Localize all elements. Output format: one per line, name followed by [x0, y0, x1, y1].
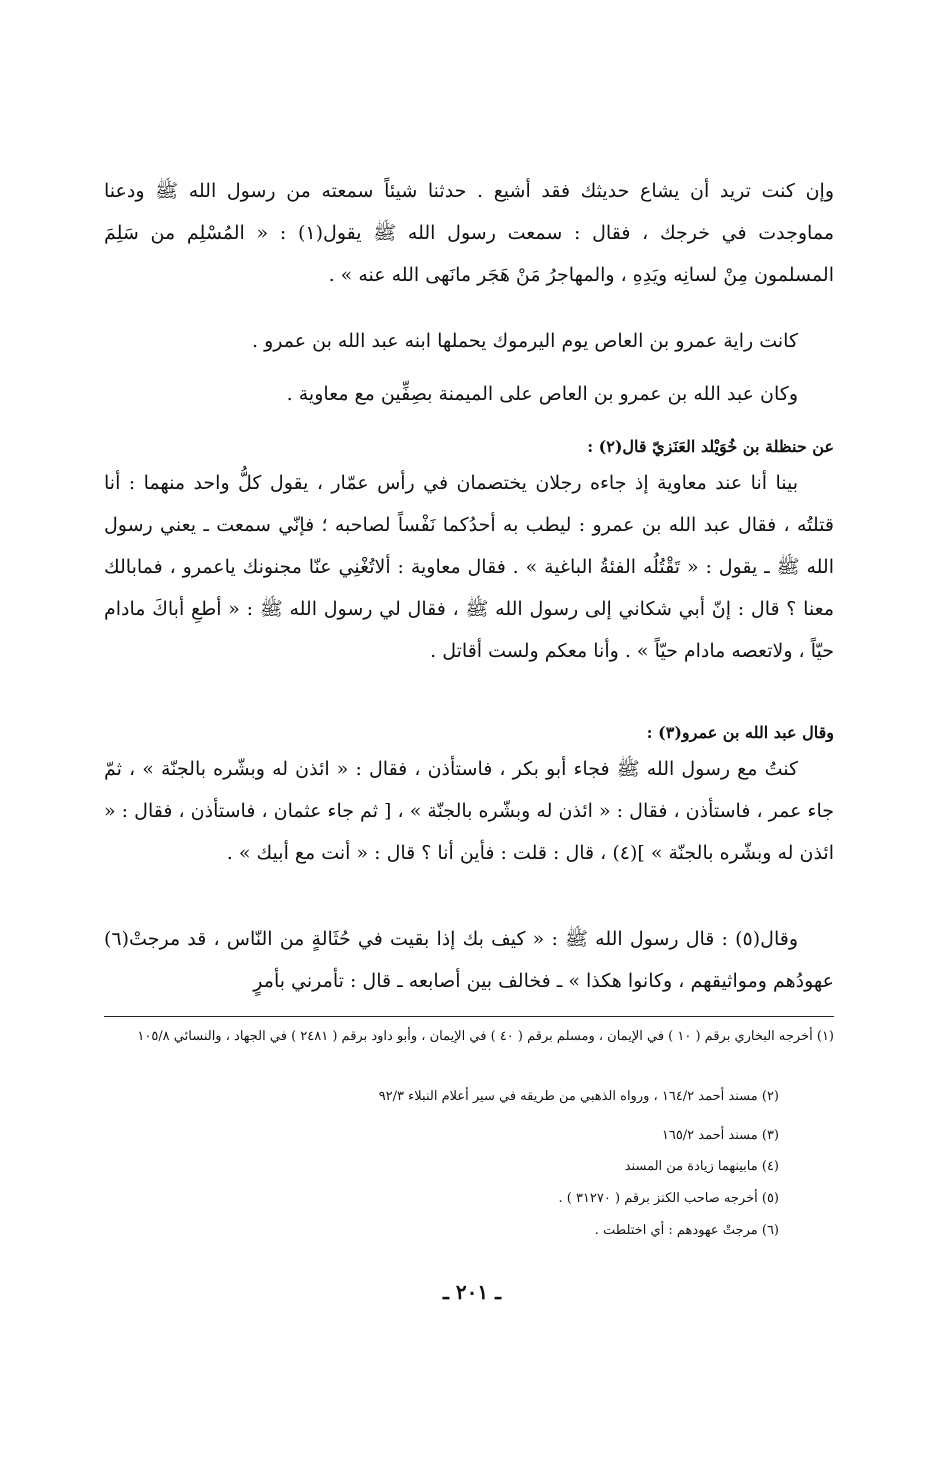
- section-heading-hanzala: عن حنظلة بن خُوَيْلد العَنَزيّ قال(٢) :: [587, 437, 834, 456]
- paragraph-ammar: بينا أنا عند معاوية إذ جاءه رجلان يختصمان في رأس عمّار ، يقول كلُّ واحد منهما : أنا قتلتُه ، فقال عبد الله بن عمرو : ليطب به أحدُكما نَفْساً لصاحبه ؛ فإنّي سمعت ـ يعني رسول الله ﷺ ـ يقول : « تَقْتُلُه الفئةُ الباغية » . فقال معاوية : ألاتُغْنِي عنّا مجنونك ياعمرو ، فمابالك معنا ؟ قال : إنّ أبي شكاني إلى رسول الله ﷺ ، فقال لي رسول الله ﷺ : « أطعِ أباكَ مادام حيّاً ، ولاتعصه مادام حيّاً » . وأنا معكم ولست أقاتل .: [104, 472, 834, 662]
- footnote-4: (٤) مابينهما زيادة من المسند: [624, 1159, 779, 1174]
- paragraph-yarmouk-banner: كانت راية عمرو بن العاص يوم اليرموك يحملها ابنه عبد الله بن عمرو .: [252, 330, 798, 352]
- paragraph-glad-tidings: كنتُ مع رسول الله ﷺ فجاء أبو بكر ، فاستأذن ، فقال : « ائذن له وبشّره بالجنّة » ، ثمّ جاء عمر ، فاستأذن ، فقال : « ائذن له وبشّره بالجنّة » ، [ ثم جاء عثمان ، فاستأذن ، فقال : « ائذن له وبشّره بالجنّة » ](٤) ، قال : قلت : فأين أنا ؟ قال : « أنت مع أبيك » .: [104, 758, 834, 864]
- paragraph-opening: وإن كنت تريد أن يشاع حديثك فقد أشيع . حدثنا شيئاً سمعته من رسول الله ﷺ ودعنا مماوجدت في خرجك ، فقال : سمعت رسول الله ﷺ يقول(١) : « المُسْلِم من سَلِمَ المسلمون مِنْ لسانِه ويَدِهِ ، والمهاجرُ مَنْ هَجَر مانَهى الله عنه » .: [104, 180, 834, 286]
- paragraph-hutala: وقال(٥) : قال رسول الله ﷺ : « كيف بك إذا بقيت في حُثَالةٍ من النّاس ، قد مرجتْ(٦) عهودُهم ومواثيقهم ، وكانوا هكذا » ـ فخالف بين أصابعه ـ قال : تأمرني بأمرٍ: [104, 928, 834, 992]
- footnote-6: (٦) مرجتْ عهودهم : أي اختلطت .: [594, 1223, 779, 1238]
- footnote-3: (٣) مسند أحمد ١٦٥/٢: [661, 1128, 779, 1143]
- page-number: ـ ٢٠١ ـ: [443, 1280, 501, 1304]
- section-heading-abdullah: وقال عبد الله بن عمرو(٣) :: [646, 723, 834, 742]
- footnote-divider: [104, 1016, 834, 1017]
- paragraph-siffin: وكان عبد الله بن عمرو بن العاص على الميمنة بصِفِّين مع معاوية .: [286, 383, 798, 405]
- footnote-1: (١) أخرجه البخاري برقم ( ١٠ ) في الإيمان ، ومسلم برقم ( ٤٠ ) في الإيمان ، وأبو داود برقم ( ٢٤٨١ ) في الجهاد ، والنسائي ١٠٥/٨: [137, 1029, 834, 1044]
- footnote-2: (٢) مسند أحمد ١٦٤/٢ ، ورواه الذهبي من طريقه في سير أعلام النبلاء ٩٢/٣: [378, 1089, 779, 1104]
- footnote-5: (٥) أخرجه صاحب الكنز برقم ( ٣١٢٧٠ ) .: [558, 1191, 779, 1206]
